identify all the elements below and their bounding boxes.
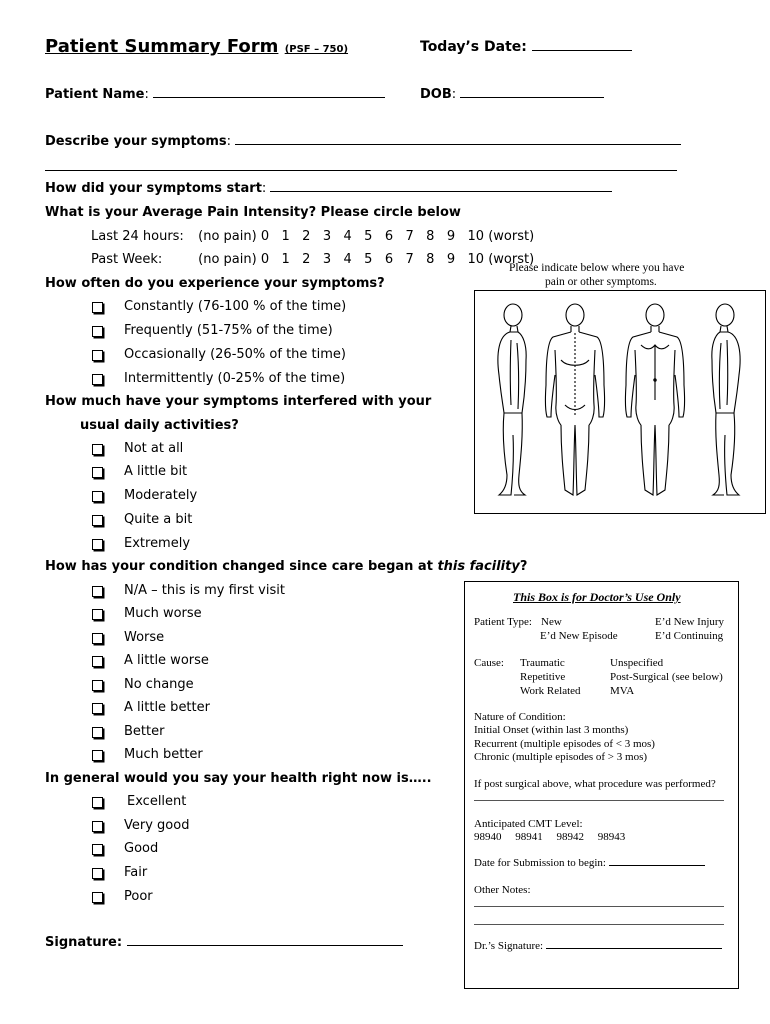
cause-option[interactable]: Traumatic: [520, 657, 565, 669]
post-surgical-field[interactable]: [474, 800, 724, 801]
pain-high-label: (worst): [488, 252, 535, 267]
changed-option: No change: [124, 677, 194, 692]
pain-low-label: (no pain): [198, 229, 257, 244]
body-figure-back: [545, 304, 604, 495]
cmt-label: Anticipated CMT Level:: [474, 818, 583, 830]
interfere-option: Quite a bit: [124, 512, 193, 527]
page-title: [45, 36, 348, 57]
often-checkbox-4[interactable]: [92, 374, 103, 385]
pain-scale[interactable]: 0 1 2 3 4 5 6 7 8 9 10: [260, 252, 485, 267]
post-surgical-question: If post surgical above, what procedure was performed?: [474, 778, 716, 790]
cause-option[interactable]: MVA: [610, 685, 635, 697]
body-figure-front: [625, 304, 684, 495]
describe-field-line2[interactable]: [45, 170, 677, 171]
changed-option: A little worse: [124, 653, 209, 668]
patient-type-ed-new-injury[interactable]: E’d New Injury: [655, 616, 725, 628]
health-checkbox-3[interactable]: [92, 844, 103, 855]
cause-option[interactable]: Work Related: [520, 685, 581, 697]
patient-name-label: Patient Name: [45, 87, 145, 102]
patient-type-new[interactable]: New: [541, 616, 562, 628]
health-option: Poor: [124, 889, 153, 904]
often-option: Occasionally (26-50% of the time): [124, 347, 346, 362]
dob-colon: :: [451, 87, 457, 102]
health-option: Excellent: [127, 794, 187, 809]
describe-colon: :: [226, 134, 232, 149]
todays-date-label: Today’s Date:: [420, 39, 527, 55]
body-figure-side-right: [712, 304, 740, 495]
often-question: How often do you experience your symptoms?: [45, 276, 385, 291]
interfere-question-cont: usual daily activities?: [80, 418, 239, 433]
dr-signature-field[interactable]: [546, 948, 722, 949]
patient-name-colon: :: [144, 87, 149, 102]
cause-label: Cause:: [474, 657, 504, 669]
start-row: [45, 181, 612, 196]
often-checkbox-2[interactable]: [92, 326, 103, 337]
patient-type-ed-continuing[interactable]: E’d Continuing: [655, 630, 724, 642]
changed-option: N/A – this is my first visit: [124, 583, 285, 598]
body-map-instruction-cont: pain or other symptoms.: [545, 276, 657, 288]
todays-date-field[interactable]: [532, 50, 632, 51]
submission-field[interactable]: [609, 865, 705, 866]
health-checkbox-2[interactable]: [92, 821, 103, 832]
dob-label: DOB: [420, 87, 452, 102]
body-figures: [475, 291, 765, 513]
often-option: Intermittently (0-25% of the time): [124, 371, 346, 386]
health-checkbox-4[interactable]: [92, 868, 103, 879]
interfere-question: How much have your symptoms interfered with your: [45, 394, 432, 409]
doctor-box-title: This Box is for Doctor’s Use Only: [513, 590, 681, 604]
interfere-option: Not at all: [124, 441, 184, 456]
dr-signature-row: [474, 940, 722, 952]
changed-checkbox-1[interactable]: [92, 586, 103, 597]
dob-row: [420, 87, 604, 102]
changed-option: Worse: [124, 630, 165, 645]
changed-option: Much worse: [124, 606, 202, 621]
describe-field[interactable]: [235, 144, 681, 145]
interfere-checkbox-4[interactable]: [92, 515, 103, 526]
start-colon: :: [261, 181, 267, 196]
changed-checkbox-3[interactable]: [92, 633, 103, 644]
health-checkbox-5[interactable]: [92, 892, 103, 903]
interfere-checkbox-2[interactable]: [92, 467, 103, 478]
health-option: Good: [124, 841, 159, 856]
interfere-option: Moderately: [124, 488, 198, 503]
changed-checkbox-4[interactable]: [92, 656, 103, 667]
patient-type-label: Patient Type:: [474, 616, 532, 628]
start-label: How did your symptoms start: [45, 181, 262, 196]
cause-option[interactable]: Repetitive: [520, 671, 566, 683]
health-question: In general would you say your health right now is…..: [45, 771, 432, 786]
submission-label: Date for Submission to begin:: [474, 857, 606, 869]
nature-option[interactable]: Initial Onset (within last 3 months): [474, 724, 629, 736]
describe-row: [45, 134, 681, 149]
doctor-use-box: [464, 581, 739, 989]
changed-option: Better: [124, 724, 165, 739]
often-option: Constantly (76-100 % of the time): [124, 299, 347, 314]
nature-label: Nature of Condition:: [474, 711, 566, 723]
other-notes-label: Other Notes:: [474, 884, 531, 896]
other-notes-field-2[interactable]: [474, 924, 724, 925]
changed-question: [45, 559, 527, 574]
health-option: Very good: [124, 818, 190, 833]
changed-checkbox-7[interactable]: [92, 727, 103, 738]
changed-option: Much better: [124, 747, 203, 762]
changed-question-emphasis: this facility: [437, 559, 520, 574]
pain-row-24h: [91, 229, 534, 244]
changed-checkbox-8[interactable]: [92, 750, 103, 761]
changed-checkbox-6[interactable]: [92, 703, 103, 714]
other-notes-field[interactable]: [474, 906, 724, 907]
pain-high-label: (worst): [488, 229, 535, 244]
signature-field[interactable]: [127, 945, 403, 946]
interfere-option: A little bit: [124, 464, 188, 479]
often-checkbox-1[interactable]: [92, 302, 103, 313]
pain-low-label: (no pain): [198, 252, 257, 267]
signature-label: Signature:: [45, 935, 123, 950]
nature-option[interactable]: Recurrent (multiple episodes of < 3 mos): [474, 738, 655, 750]
body-map[interactable]: [474, 290, 766, 514]
body-map-instruction: Please indicate below where you have: [509, 262, 685, 274]
pain-row-week: [91, 252, 534, 267]
patient-name-field[interactable]: [153, 97, 385, 98]
changed-question-mark: ?: [519, 559, 528, 574]
nature-option[interactable]: Chronic (multiple episodes of > 3 mos): [474, 751, 648, 763]
patient-type-ed-new-episode[interactable]: E’d New Episode: [540, 630, 618, 642]
pain-row-label: Past Week:: [91, 252, 163, 267]
submission-row: [474, 857, 705, 869]
health-option: Fair: [124, 865, 148, 880]
signature-row: [45, 935, 403, 950]
cause-option[interactable]: Unspecified: [610, 657, 664, 669]
cause-option[interactable]: Post-Surgical (see below): [610, 671, 723, 683]
body-figure-side-left: [498, 304, 526, 495]
describe-label: Describe your symptoms: [45, 134, 227, 149]
interfere-checkbox-5[interactable]: [92, 539, 103, 550]
cmt-codes[interactable]: 98940 98941 98942 98943: [474, 831, 626, 843]
start-field[interactable]: [270, 191, 612, 192]
interfere-option: Extremely: [124, 536, 191, 551]
patient-name-row: [45, 87, 385, 102]
dob-field[interactable]: [460, 97, 604, 98]
todays-date-row: [420, 39, 632, 55]
changed-checkbox-2[interactable]: [92, 609, 103, 620]
changed-question-text: How has your condition changed since care began at: [45, 559, 438, 574]
dr-signature-label: Dr.’s Signature:: [474, 940, 544, 952]
form-title: Patient Summary Form: [45, 36, 279, 57]
often-option: Frequently (51-75% of the time): [124, 323, 333, 338]
form-code: (PSF – 750): [284, 44, 349, 55]
changed-checkbox-5[interactable]: [92, 680, 103, 691]
interfere-checkbox-3[interactable]: [92, 491, 103, 502]
pain-row-label: Last 24 hours:: [91, 229, 184, 244]
pain-question: What is your Average Pain Intensity? Please circle below: [45, 205, 461, 220]
changed-option: A little better: [124, 700, 210, 715]
pain-scale[interactable]: 0 1 2 3 4 5 6 7 8 9 10: [260, 229, 485, 244]
interfere-checkbox-1[interactable]: [92, 444, 103, 455]
often-checkbox-3[interactable]: [92, 350, 103, 361]
health-checkbox-1[interactable]: [92, 797, 103, 808]
